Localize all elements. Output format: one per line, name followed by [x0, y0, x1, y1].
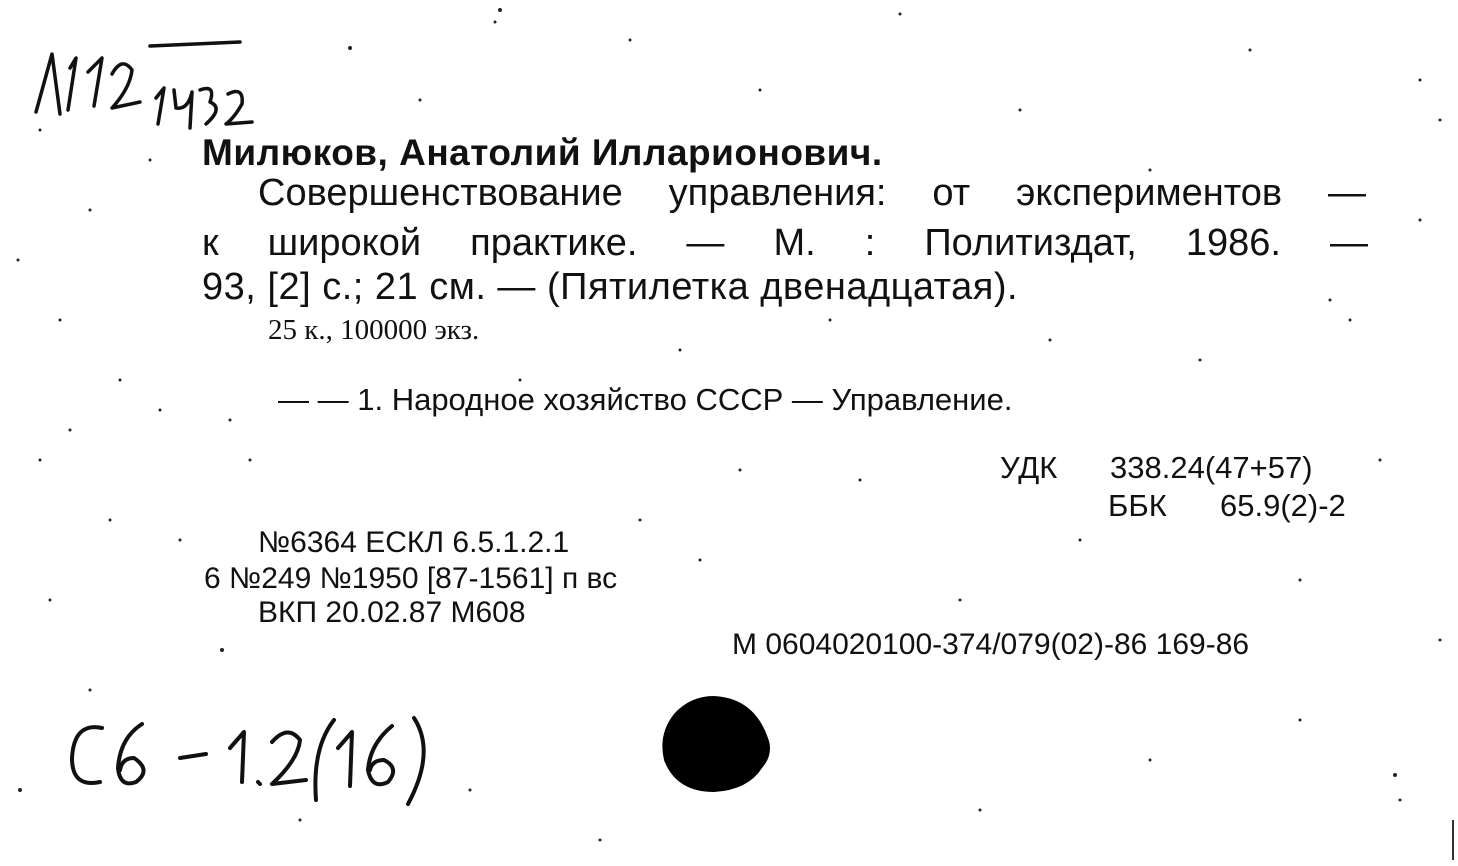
- author-heading: Милюков, Анатолий Илларионович.: [202, 132, 883, 173]
- tech-line-1: №6364 ЕСКЛ 6.5.1.2.1: [258, 526, 570, 559]
- tech-line-3: ВКП 20.02.87 М608: [258, 596, 526, 629]
- description-line-1: Совершенствование управления: от экспериментов —: [258, 172, 1366, 214]
- bbk-value: 65.9(2)-2: [1220, 488, 1346, 523]
- subject-heading: — — 1. Народное хозяйство СССР — Управление.: [278, 382, 1013, 417]
- bbk-classification: [1108, 490, 1346, 521]
- price-and-print-run: 25 к., 100000 экз.: [268, 314, 480, 346]
- publisher-code: М 0604020100-374/079(02)-86 169-86: [732, 628, 1250, 661]
- scan-edge-mark: [1452, 820, 1454, 860]
- udk-value: 338.24(47+57): [1110, 450, 1313, 485]
- bbk-label: ББК: [1108, 488, 1167, 523]
- description-line-3: 93, [2] с.; 21 см. — (Пятилетка двенадцатая).: [202, 266, 1019, 308]
- punch-hole: [662, 694, 772, 794]
- udk-label: УДК: [1000, 450, 1058, 485]
- handwritten-number-mark: [30, 28, 260, 128]
- tech-line-2: 6 №249 №1950 [87-1561] п вс: [204, 562, 618, 595]
- handwritten-shelfmark: [62, 708, 442, 808]
- description-line-2: к широкой практике. — М. : Политиздат, 1986. —: [202, 222, 1368, 264]
- udk-classification: [1000, 452, 1313, 483]
